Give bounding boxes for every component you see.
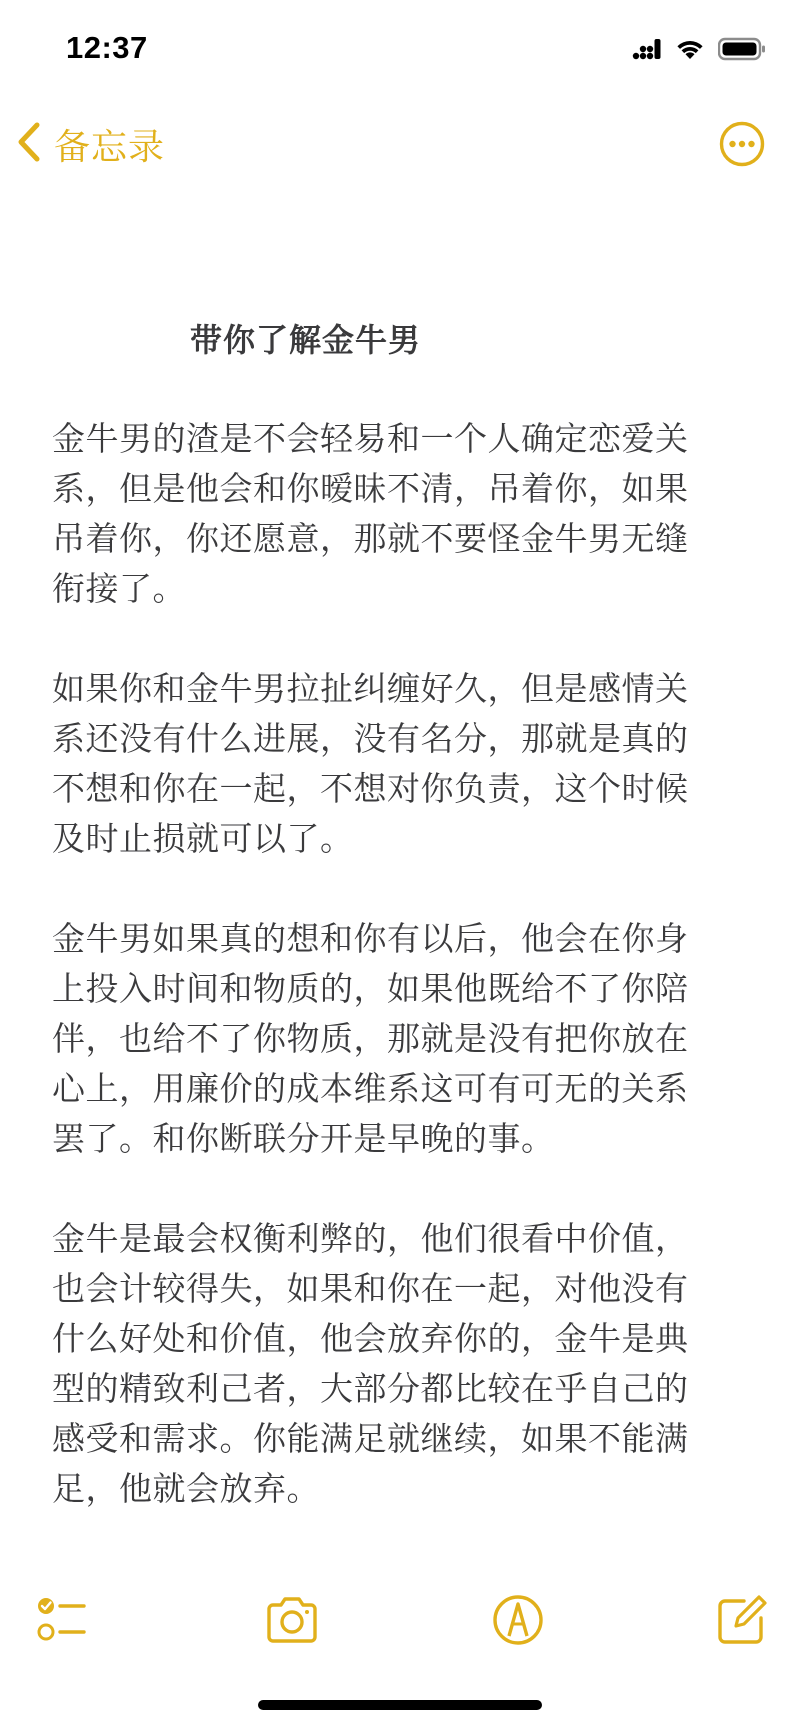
- back-label: 备忘录: [54, 126, 166, 168]
- battery-icon: [718, 37, 766, 65]
- nav-bar: [0, 100, 800, 190]
- ellipsis-circle-icon: [718, 153, 766, 172]
- bottom-toolbar: [0, 1580, 800, 1660]
- note-paragraph: 金牛男的渣是不会轻易和一个人确定恋爱关 系，但是他会和你暧昧不清，吊着你，如果 吊着你，你还愿意，那就不要怪金牛男无缝 衔接了。: [52, 419, 689, 608]
- note-body[interactable]: [52, 318, 752, 1564]
- note-paragraphs: [52, 414, 752, 1514]
- more-button[interactable]: [718, 120, 766, 168]
- checklist-icon: [36, 1633, 92, 1652]
- status-bar: [0, 0, 800, 100]
- note-title: 带你了解金牛男: [190, 321, 422, 359]
- home-indicator[interactable]: [258, 1700, 542, 1710]
- compose-icon: [714, 1633, 770, 1652]
- markup-icon: [490, 1633, 546, 1652]
- markup-button[interactable]: [490, 1592, 546, 1648]
- back-button[interactable]: [14, 116, 165, 172]
- status-icons: [632, 36, 766, 66]
- note-paragraph: 如果你和金牛男拉扯纠缠好久，但是感情关 系还没有什么进展，没有名分，那就是真的 不想和你在一起，不想对你负责，这个时候 及时止损就可以了。: [52, 669, 689, 858]
- status-time: 12:37: [66, 30, 148, 65]
- checklist-button[interactable]: [36, 1592, 92, 1648]
- compose-button[interactable]: [714, 1592, 770, 1648]
- chevron-left-icon: [14, 120, 44, 168]
- wifi-icon: [674, 37, 706, 65]
- note-paragraph: 金牛是最会权衡利弊的，他们很看中价值， 也会计较得失，如果和你在一起，对他没有 什么好处和价值，他会放弃你的，金牛是典 型的精致利己者，大部分都比较在乎自己的 感受和需求。你能满足就继续，如果不能满 足，他就会放弃。: [52, 1219, 689, 1508]
- note-paragraph: 金牛男如果真的想和你有以后，他会在你身 上投入时间和物质的，如果他既给不了你陪 伴，也给不了你物质，那就是没有把你放在 心上，用廉价的成本维系这可有可无的关系 罢了。和你断联分开是早晚的事。: [52, 919, 689, 1158]
- camera-button[interactable]: [264, 1592, 320, 1648]
- signal-icon: [632, 38, 662, 64]
- camera-icon: [264, 1633, 320, 1652]
